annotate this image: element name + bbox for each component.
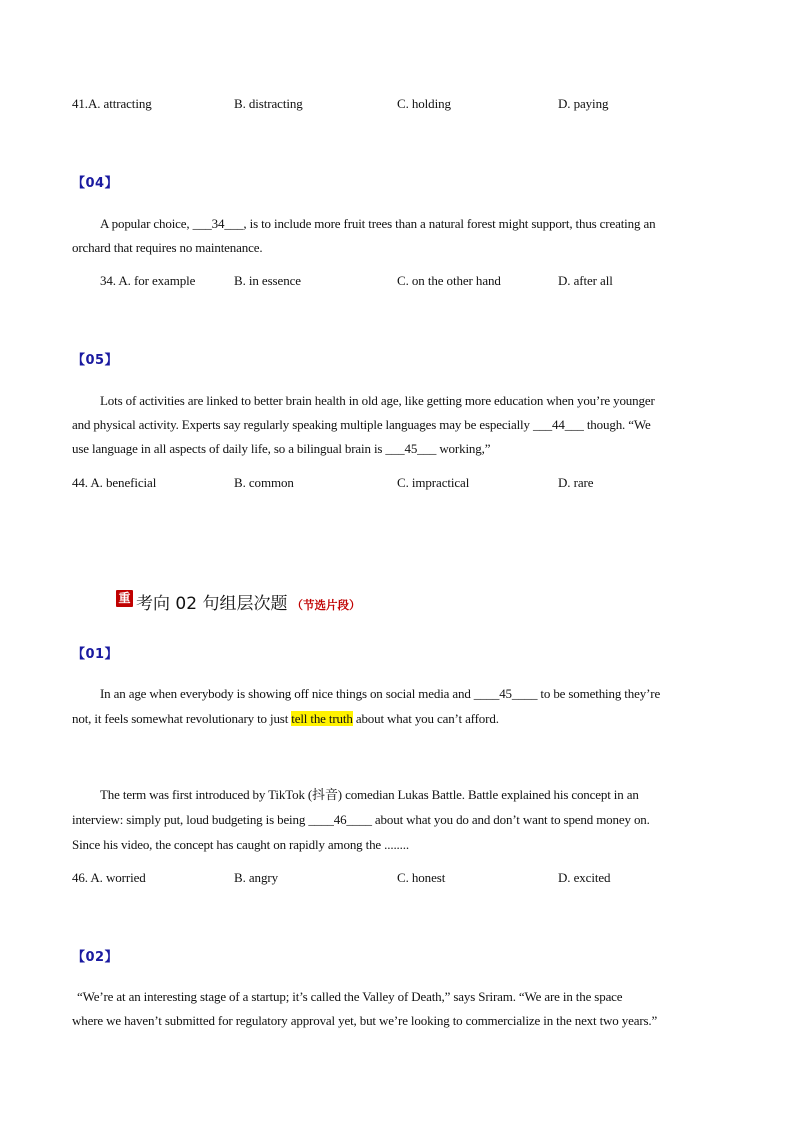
passage-04 — [72, 212, 722, 260]
section-title: 考向 02 句组层次题 — [136, 594, 288, 614]
option-c: C. impractical — [397, 475, 470, 490]
section-subtitle: （节选片段） — [291, 598, 361, 612]
option-b: B. angry — [234, 870, 278, 885]
option-d: D. after all — [558, 273, 613, 288]
section-tag-02: 【02】 — [72, 950, 119, 965]
option-a: 46. A. worried — [72, 870, 146, 885]
passage-line: interview: simply put, loud budgeting is being ____46____ about what you do and don’t want to spend money on. — [72, 812, 650, 827]
option-a: 34. A. for example — [100, 273, 196, 288]
option-b: B. common — [234, 475, 294, 490]
option-b: B. in essence — [234, 273, 301, 288]
passage-line: A popular choice, ___34___, is to include more fruit trees than a natural forest might support, thus creating an — [100, 216, 656, 231]
text-run: about what you can’t afford. — [352, 711, 499, 726]
passage-line: use language in all aspects of daily life, so a bilingual brain is ___45___ working,” — [72, 441, 491, 456]
passage-line: and physical activity. Experts say regularly speaking multiple languages may be especially ___44___ though. “We — [72, 417, 651, 432]
section-tag-01: 【01】 — [72, 647, 119, 662]
passage-line: The term was first introduced by TikTok (抖音) comedian Lukas Battle. Battle explained his concept in an — [100, 787, 639, 802]
key-point-icon: 重 — [116, 590, 133, 607]
option-a: 44. A. beneficial — [72, 475, 157, 490]
passage-02 — [72, 985, 722, 1033]
passage-05 — [72, 389, 722, 461]
section-tag-05: 【05】 — [72, 353, 119, 368]
highlighted-text: tell the truth — [291, 711, 353, 726]
option-d: D. paying — [558, 96, 609, 111]
passage-line: where we haven’t submitted for regulatory approval yet, but we’re looking to commercialize in the next two years.” — [72, 1013, 658, 1028]
option-c: C. holding — [397, 96, 451, 111]
option-b: B. distracting — [234, 96, 303, 111]
passage-line: “We’re at an interesting stage of a startup; it’s called the Valley of Death,” says Sriram. “We are in the space — [77, 989, 623, 1004]
option-d: D. rare — [558, 475, 594, 490]
passage-line: orchard that requires no maintenance. — [72, 240, 263, 255]
option-c: C. honest — [397, 870, 446, 885]
text-run: not, it feels somewhat revolutionary to just — [72, 711, 292, 726]
section-heading — [136, 589, 360, 614]
passage-01-continued — [72, 782, 722, 857]
section-tag-04: 【04】 — [72, 176, 119, 191]
passage-line: Lots of activities are linked to better brain health in old age, like getting more education when you’re younger — [100, 393, 655, 408]
passage-line: In an age when everybody is showing off nice things on social media and ____45____ to be something they’re — [100, 686, 661, 701]
option-c: C. on the other hand — [397, 273, 501, 288]
passage-line: Since his video, the concept has caught on rapidly among the ........ — [72, 837, 409, 852]
option-a: 41.A. attracting — [72, 96, 152, 111]
passage-line — [72, 706, 722, 731]
option-d: D. excited — [558, 870, 611, 885]
passage-01 — [72, 681, 722, 731]
